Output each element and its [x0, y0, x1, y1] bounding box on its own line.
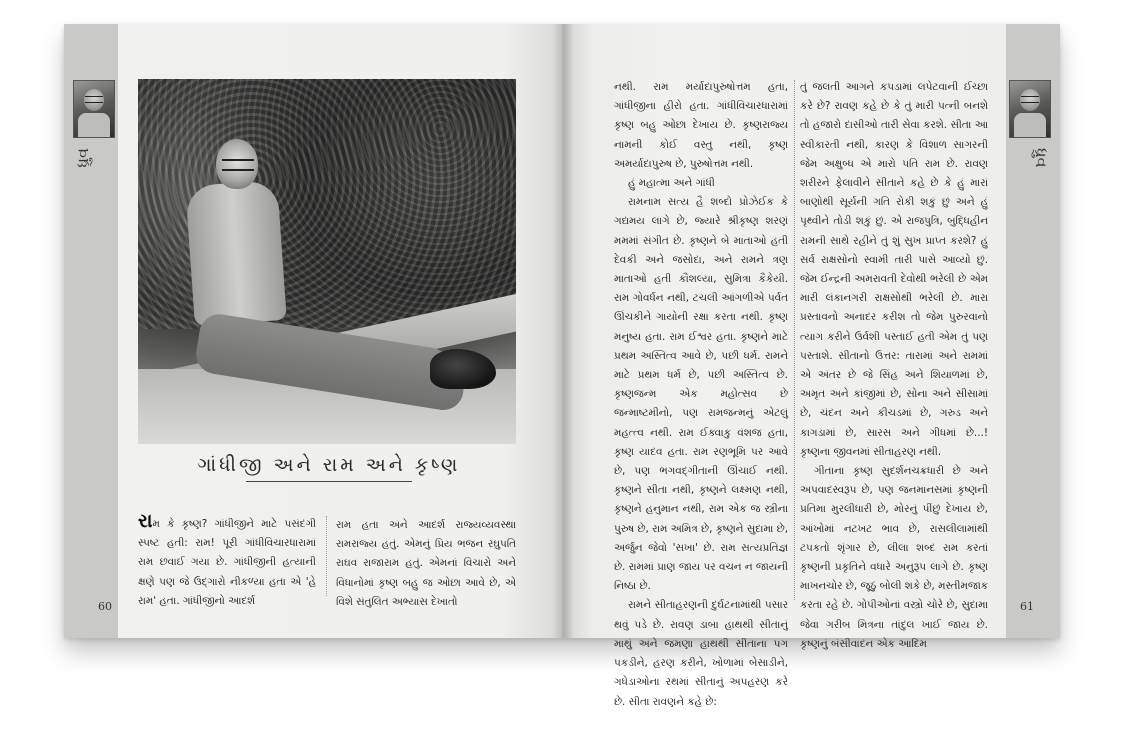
left-column-1-text: મ કે કૃષ્ણ? ગાંધીજીને માટે પસંદગી સ્પષ્ટ હતી: રામ! પૂરી ગાંધીવિચારધારામાં રામ છવાઈ ગયા છે. ગાંધીજીની હત્યાની ક્ષણે પણ જે ઉદ્ગારો નીકળ્યા હતા એ 'હે રામ' હતા. ગાંધીજીનો આદર્શ [138, 518, 316, 607]
left-column-2-text: રામ હતા અને આદર્શ રાજ્યવ્યવસ્થા રામરાજ્ય હતું. એમનું પ્રિય ભજન રઘુપતિ રાઘવ રાજારામ હતું. એમનાં વિચારો અને વિધાનોમાં કૃષ્ણ બહુ જ ઓછા આવે છે, એ વિશે સંતુલિત અભ્યાસ દેખાતો [336, 519, 516, 608]
right-column-1 [614, 78, 788, 708]
left-column-2 [336, 516, 516, 608]
author-glasses [85, 96, 103, 103]
page-number-left: 60 [98, 600, 112, 613]
right-side-strip [1006, 24, 1060, 638]
column-divider [794, 80, 795, 600]
drop-cap: રા [138, 510, 153, 532]
left-side-strip [64, 24, 118, 638]
right-page [562, 24, 1060, 708]
left-column-1 [138, 510, 316, 607]
right-side-label: ધ્રુવ [1032, 148, 1051, 168]
photo-man-glasses [222, 159, 254, 171]
section-heading: હું મહાત્મા અને ગાંધી [628, 177, 715, 190]
chapter-title: ગાંધીજી અને રામ અને કૃષ્ણ [184, 454, 474, 482]
author-thumbnail [1009, 80, 1051, 138]
left-side-label: ધ્રુવ [73, 148, 92, 168]
left-page [64, 24, 562, 638]
book-gutter [552, 24, 574, 638]
paragraph: તું જલતી આગને કપડામાં લપેટવાની ઈચ્છા કરે છે? રાવણ કહે છે કે તું મારી પત્ની બનશે તો હજારો દાસીઓ તારી સેવા કરશે. સીતા આ સ્વીકારતી નથી, કારણ કે વિશાળ સાગરની જેમ અક્ષુબ્ધ એ મારો પતિ રામ છે. રાવણ શરીરને ફેલાવીને સીતાને કહે છે કે હું મારાં બાણોથી સૂર્યની ગતિ રોકી શકું છું અને હું પૃથ્વીને તોડી શકું છું. એ રાજપુત્રિ, બુદ્ધિહીન રામની સાથે રહીને તું શું સુખ પ્રાપ્ત કરશે? હું સર્વ રાક્ષસોનો સ્વામી તારી પાસે આવ્યો છું. જેમ ઈન્દ્રની અમરાવતી દેવોથી ભરેલી છે એમ મારી લંકાનગરી રાક્ષસોથી ભરેલી છે. મારા પ્રસ્તાવનો અનાદર કરીશ તો જેમ પુરુરવાનો ત્યાગ કરીને ઉર્વશી પસ્તાઈ હતી એમ તું પણ પસ્તાશે. સીતાનો ઉત્તર: તારામાં અને રામમાં એ અંતર છે જે સિંહ અને શિયાળમાં છે, અમૃત અને કાંજીમાં છે, સોના અને સીસામાં છે, ચંદન અને કીચડમાં છે, ગરુડ અને કાગડામાં છે, સારસ અને ગીધમાં છે...! કૃષ્ણના જીવનમાં સીતાહરણ નથી. [800, 81, 988, 458]
paragraph: ગીતાના કૃષ્ણ સુદર્શનચક્રધારી છે અને અપવાદસ્વરૂપ છે, પણ જનમાનસમાં કૃષ્ણની પ્રતિમા મુરલીધારી છે, મોરનું પીંછું દેખાય છે, આંખોમાં નટખટ ભાવ છે, રાસલીલામાંથી ટપકતો શૃંગાર છે, લીલા શબ્દ રામ કરતાં કૃષ્ણની પ્રકૃતિને વધારે અનુરૂપ લાગે છે. કૃષ્ણ માખનચોર છે, જૂઠું બોલી શકે છે, મસ્તીમજાક કરતા રહે છે. ગોપીઓનાં વસ્ત્રો ચોરે છે, સુદામા જેવા ગરીબ મિત્રના તાંદુલ ખાઈ જાય છે. કૃષ્ણનું બંસીવાદન એક આદિમ [800, 465, 988, 650]
author-thumbnail [73, 80, 115, 138]
author-glasses [1021, 96, 1039, 103]
author-body [1014, 113, 1046, 137]
paragraph: રામને સીતાહરણની દુર્ઘટનામાંથી પસાર થવું પડે છે. રાવણ ડાબા હાથથી સીતાનું માથું અને જમણા હાથથી સીતાના પગ પકડીને, હરણ કરીને, ખોળામાં બેસાડીને, ગધેડાઓના રથમાં સીતાનું અપહરણ કરે છે. સીતા રાવણને કહે છે: [614, 599, 788, 708]
paragraph: રામનામ સત્ય હૈ શબ્દો પ્રોઝેઈક કે ગદ્યમય લાગે છે, જ્યારે શ્રીકૃષ્ણ શરણં મમમાં સંગીત છે. કૃષ્ણને બે માતાઓ હતી દેવકી અને જસોદા, અને રામને ત્રણ માતાઓ હતી કૌશલ્યા, સુમિત્રા કૈકેયી. રામ ગોવર્ધન નથી, ટચલી આંગળીએ પર્વત ઊંચકીને ગાયોની રક્ષા કરતા નથી. કૃષ્ણ મનુષ્ય હતા. રામ ઈશ્વર હતા. કૃષ્ણને માટે પ્રથમ અસ્તિત્વ આવે છે, પછી ધર્મ. રામને માટે પ્રથમ ધર્મ છે, પછી અસ્તિત્વ છે. કૃષ્ણજન્મ એક મહોત્સવ છે જન્માષ્ટમીનો, પણ રામજન્મનું એટલું મહત્ત્વ નથી. રામ ઈક્વાકુ વંશજ હતા, કૃષ્ણ યાદવ હતા. રામ રણભૂમિ પર આવે છે, પણ ભગવદ્ગીતાની ઊંચાઈ નથી. કૃષ્ણને સીતા નથી, કૃષ્ણને લક્ષ્મણ નથી, કૃષ્ણને હનુમાન નથી, રામ એક જ સ્ત્રીના પુરુષ છે, રામ અમિત્ર છે, કૃષ્ણને સુદામા છે, અર્જુન જેવો 'સખા' છે. રામ સત્યપ્રતિજ્ઞ છે. રામમાં પ્રાણ જાય પર વચન ન જાયની નિષ્ઠા છે. [614, 196, 788, 593]
author-body [78, 113, 110, 137]
photo-man-shoe [430, 349, 496, 389]
column-divider [326, 516, 327, 596]
right-column-2 [800, 78, 988, 650]
photo-man-torso [185, 180, 287, 326]
page-number-right: 61 [1020, 600, 1034, 613]
open-book [64, 24, 1060, 708]
author-photo [138, 79, 516, 441]
paragraph: નથી. રામ મર્યાદાપુરુષોત્તમ હતા, ગાંધીજીના હીરો હતા. ગાંધીવિચારધારામાં કૃષ્ણ બહુ ઓછા દેખાય છે. કૃષ્ણરાજ્ય નામની કોઈ વસ્તુ નથી, કૃષ્ણ અમર્યાદાપુરુષ છે, પુરુષોત્તમ નથી. [614, 81, 788, 170]
